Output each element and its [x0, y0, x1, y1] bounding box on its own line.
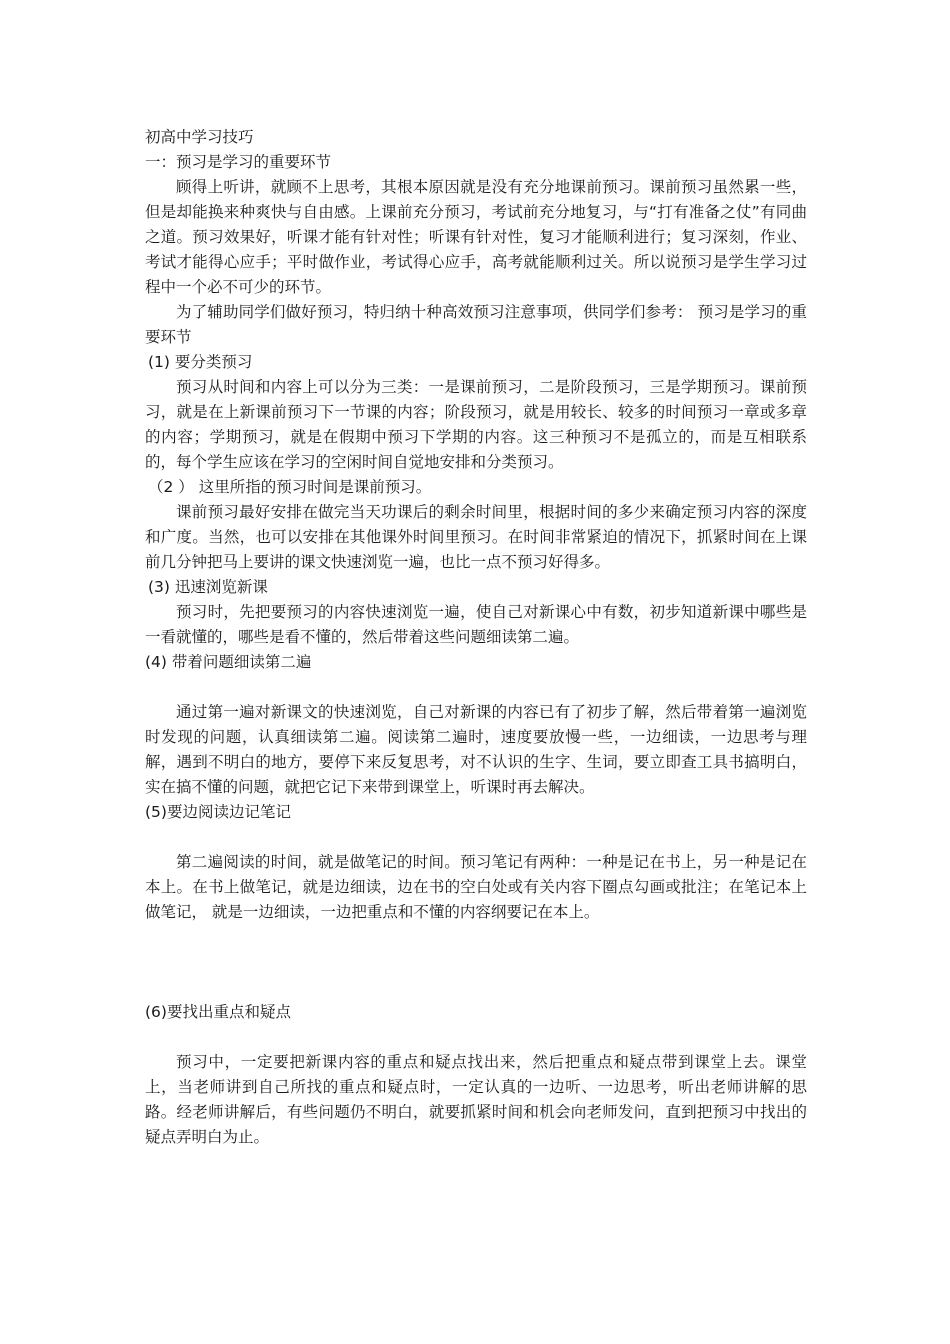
blank-line	[145, 675, 807, 700]
document-title: 初高中学习技巧	[145, 128, 254, 146]
item-text-1: 预习从时间和内容上可以分为三类：一是课前预习，二是阶段预习，三是学期预习。课前预习，就是在上新课前预习下一节课的内容；阶段预习，就是用较长、较多的时间预习一章或多章的内容；学期预习，就是在假期中预习下学期的内容。这三种预习不是孤立的，而是互相联系的，每个学生应该在学习的空闲时间自觉地安排和分类预习。	[145, 378, 807, 471]
item-text-2: 课前预习最好安排在做完当天功课后的剩余时间里，根据时间的多少来确定预习内容的深度和广度。当然，也可以安排在其他课外时间里预习。在时间非常紧迫的情况下，抓紧时间在上课前几分钟把马上要讲的课文快速浏览一遍，也比一点不预习好得多。	[145, 503, 807, 571]
item-heading-1: (1) 要分类预习	[148, 353, 253, 371]
item-heading-5: (5)要边阅读边记笔记	[145, 803, 291, 821]
item-text-5: 第二遍阅读的时间，就是做笔记的时间。预习笔记有两种：一种是记在书上，另一种是记在本上。在书上做笔记，就是边细读，边在书的空白处或有关内容下圈点勾画或批注；在笔记本上做笔记， 就是一边细读，一边把重点和不懂的内容纲要记在本上。	[145, 853, 807, 921]
document-body	[145, 125, 807, 1150]
item-text-4: 通过第一遍对新课文的快速浏览，自己对新课的内容已有了初步了解，然后带着第一遍浏览时发现的问题，认真细读第二遍。阅读第二遍时，速度要放慢一些，一边细读，一边思考与理解，遇到不明白的地方，要停下来反复思考，对不认识的生字、生词，要立即查工具书搞明白，实在搞不懂的问题，就把它记下来带到课堂上，听课时再去解决。	[145, 703, 807, 796]
item-text-3: 预习时，先把要预习的内容快速浏览一遍，使自己对新课心中有数，初步知道新课中哪些是一看就懂的，哪些是看不懂的，然后带着这些问题细读第二遍。	[145, 603, 807, 646]
intro-paragraph: 顾得上听讲，就顾不上思考，其根本原因就是没有充分地课前预习。课前预习虽然累一些，但是却能换来种爽快与自由感。上课前充分预习，考试前充分地复习，与“打有准备之仗”有同曲之道。预习效果好，听课才能有针对性；听课有针对性，复习才能顺利进行；复习深刻，作业、考试才能得心应手；平时做作业，考试得心应手，高考就能顺利过关。所以说预习是学生学习过程中一个必不可少的环节。	[145, 178, 807, 296]
item-text-6: 预习中，一定要把新课内容的重点和疑点找出来，然后把重点和疑点带到课堂上去。课堂上，当老师讲到自己所找的重点和疑点时，一定认真的一边听、一边思考，听出老师讲解的思路。经老师讲解后，有些问题仍不明白，就要抓紧时间和机会向老师发问，直到把预习中找出的疑点弄明白为止。	[145, 1053, 807, 1146]
section-heading: 一：预习是学习的重要环节	[145, 153, 332, 171]
blank-space	[145, 925, 807, 1000]
item-heading-4: (4) 带着问题细读第二遍	[145, 653, 312, 671]
intro-paragraph-2: 为了辅助同学们做好预习，特归纳十种高效预习注意事项，供同学们参考： 预习是学习的重要环节	[145, 303, 807, 346]
blank-line	[145, 825, 807, 850]
item-heading-2: （2 ） 这里所指的预习时间是课前预习。	[148, 478, 432, 496]
item-heading-6: (6)要找出重点和疑点	[145, 1003, 291, 1021]
blank-line	[145, 1025, 807, 1050]
item-heading-3: (3) 迅速浏览新课	[148, 578, 268, 596]
